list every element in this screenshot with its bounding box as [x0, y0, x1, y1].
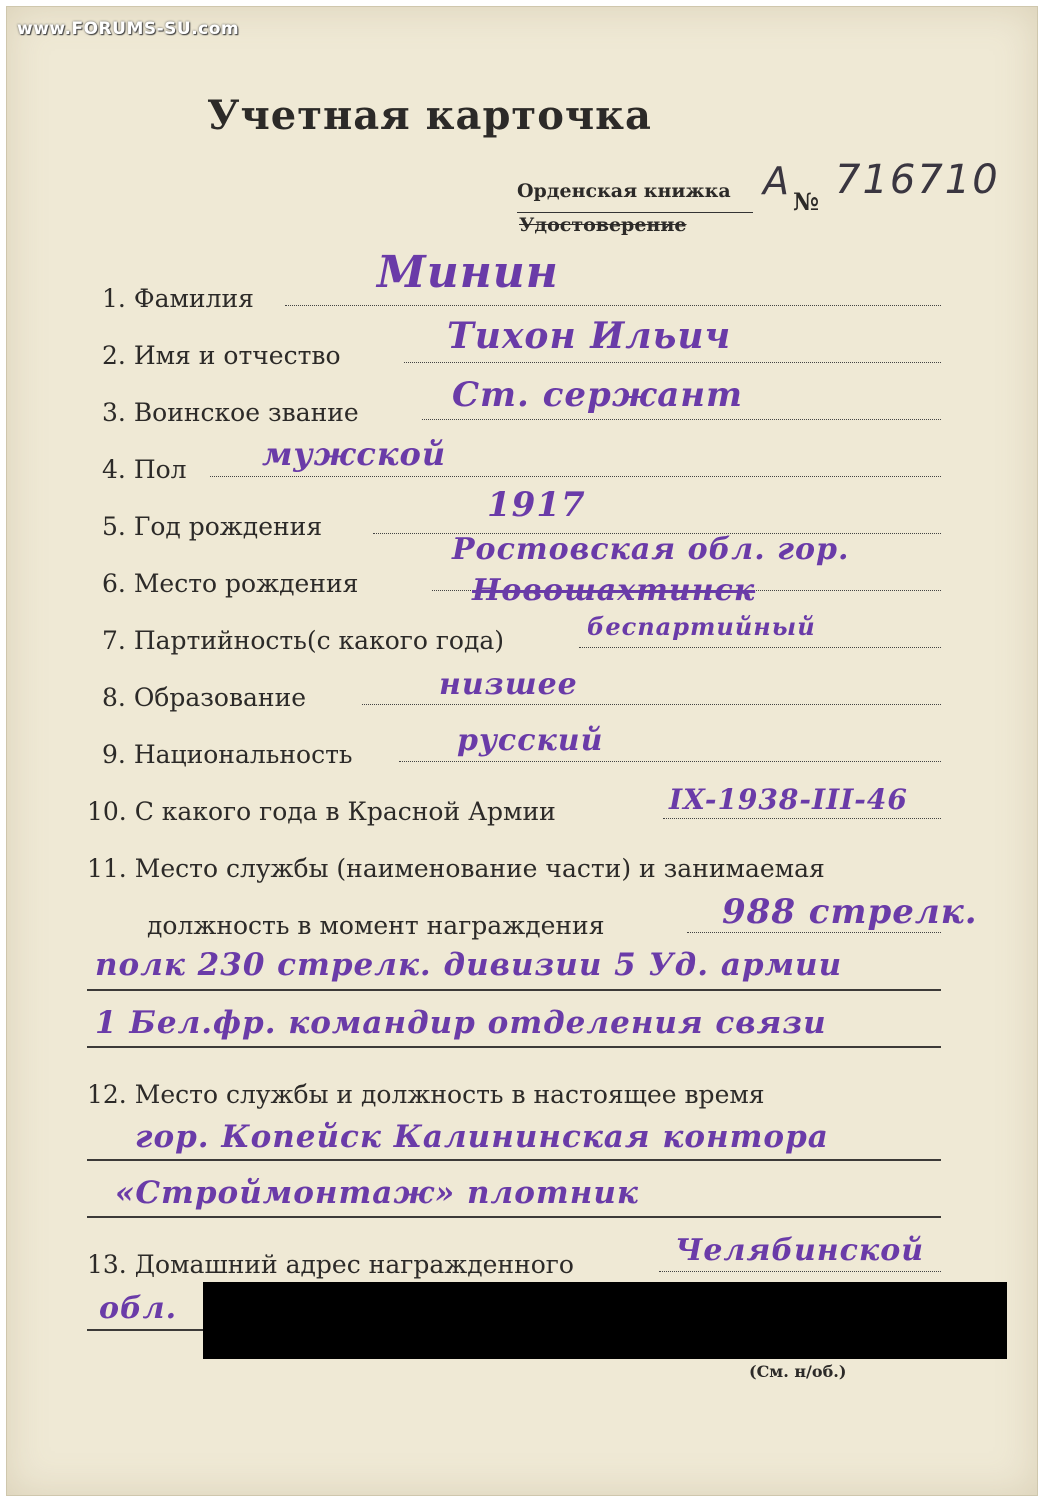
watermark: www.FORUMS-SU.com [17, 19, 240, 39]
field-current-service-line [87, 1159, 941, 1161]
field-current-service-value-2: «Строймонтаж» плотник [115, 1175, 639, 1211]
field-education-line [362, 704, 941, 705]
field-sex-value: мужской [262, 435, 447, 473]
series-handwritten: А [763, 159, 789, 203]
field-sex-label: 4. Пол [102, 455, 187, 484]
field-birthplace-value: Ростовская обл. гор. [452, 532, 850, 567]
number-sign: № [793, 187, 820, 216]
field-nationality-line [399, 761, 941, 762]
field-army-since-line [663, 818, 941, 819]
card-number: 716710 [835, 157, 1000, 203]
field-current-service-line-2 [87, 1216, 941, 1218]
card-title: Учетная карточка [207, 92, 652, 139]
field-service-value-2: полк 230 стрелк. дивизии 5 Уд. армии [95, 947, 843, 983]
field-surname-value: Минин [377, 247, 559, 298]
see-overleaf-note: (См. н/об.) [749, 1362, 847, 1381]
field-party-value: беспартийный [587, 612, 816, 641]
field-service-label-2: должность в момент награждения [147, 911, 605, 940]
field-birthyear-value: 1917 [487, 485, 586, 525]
field-birthplace-value-2: Новошахтинск [472, 573, 756, 608]
field-name-label: 2. Имя и отчество [102, 341, 341, 370]
field-party-line [579, 647, 941, 648]
field-rank-line [422, 419, 941, 420]
field-party-label: 7. Партийность(с какого года) [102, 626, 505, 655]
field-service-value: 988 стрелк. [722, 892, 978, 932]
field-surname-line [285, 305, 941, 306]
redaction-bar [203, 1282, 1007, 1359]
order-divider [517, 212, 753, 213]
field-rank-value: Ст. сержант [452, 375, 744, 415]
certificate-label: Удостоверение [519, 214, 687, 236]
field-education-value: низшее [439, 667, 578, 702]
field-current-service-value: гор. Копейск Калининская контора [135, 1119, 829, 1155]
field-nationality-label: 9. Национальность [102, 740, 353, 769]
field-service-line [687, 932, 941, 933]
field-sex-line [210, 476, 941, 477]
field-address-line [659, 1271, 941, 1272]
field-name-value: Тихон Ильич [447, 315, 732, 357]
field-service-line-2 [87, 989, 941, 991]
record-card [6, 6, 1038, 1496]
field-education-label: 8. Образование [102, 683, 307, 712]
field-service-value-3: 1 Бел.фр. командир отделения связи [95, 1005, 827, 1041]
field-army-since-label: 10. С какого года в Красной Армии [87, 797, 556, 826]
field-surname-label: 1. Фамилия [102, 284, 254, 313]
field-address-value-2: обл. [99, 1291, 178, 1326]
field-service-label: 11. Место службы (наименование части) и занимаемая [87, 854, 825, 883]
field-address-value: Челябинской [675, 1233, 925, 1268]
field-address-label: 13. Домашний адрес награжденного [87, 1250, 574, 1279]
field-birthyear-label: 5. Год рождения [102, 512, 323, 541]
field-army-since-value: IX-1938-III-46 [669, 783, 908, 816]
field-name-line [404, 362, 941, 363]
field-service-line-3 [87, 1046, 941, 1048]
field-rank-label: 3. Воинское звание [102, 398, 359, 427]
field-birthplace-label: 6. Место рождения [102, 569, 359, 598]
field-nationality-value: русский [457, 723, 604, 758]
order-book-label: Орденская книжка [517, 180, 731, 202]
field-current-service-label: 12. Место службы и должность в настоящее время [87, 1080, 765, 1109]
